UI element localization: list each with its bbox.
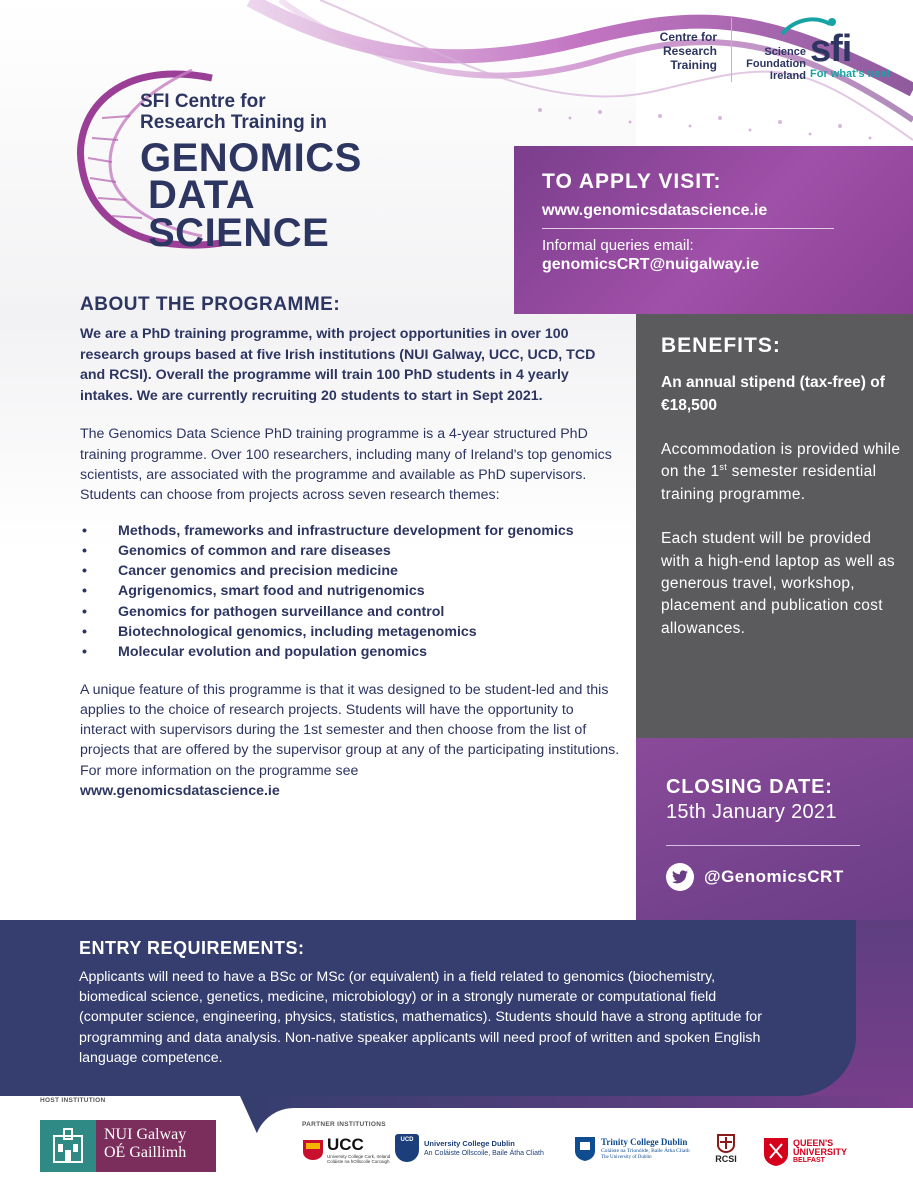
- sfi-tagline: For what's next: [810, 68, 891, 80]
- bullet: •: [82, 623, 87, 640]
- theme-text: Agrigenomics, smart food and nutrigenomics: [118, 583, 425, 600]
- theme-text: Molecular evolution and population genomics: [118, 643, 427, 660]
- bullet: •: [82, 543, 87, 560]
- list-item: [80, 622, 620, 642]
- tcd-subtitle: Coláiste na Tríonóide, Baile Átha Cliath: [601, 1148, 690, 1154]
- theme-text: Methods, frameworks and infrastructure development for genomics: [118, 523, 574, 540]
- rcsi-name: RCSI: [715, 1154, 737, 1164]
- logo-divider: [731, 18, 732, 82]
- benefits-title: BENEFITS:: [661, 334, 781, 357]
- list-item: [80, 581, 620, 601]
- sfi-logo: sfi: [810, 28, 852, 70]
- list-item: [80, 541, 620, 561]
- qub-name: UNIVERSITY: [793, 1147, 848, 1157]
- crt-label-line: Training: [670, 58, 717, 72]
- ucd-crest-icon: [395, 1134, 419, 1162]
- apply-content: [542, 170, 842, 274]
- bullet: •: [82, 603, 87, 620]
- sfi-name: [740, 46, 806, 82]
- rcsi-logo: [715, 1132, 737, 1164]
- tcd-logo: [574, 1136, 690, 1162]
- partner-institutions-label: PARTNER INSTITUTIONS: [302, 1121, 386, 1128]
- stipend-text: An annual stipend (tax-free) of €18,500: [661, 374, 885, 414]
- tcd-subtitle: The University of Dublin: [601, 1155, 652, 1160]
- queries-label: Informal queries email:: [542, 237, 694, 254]
- theme-text: Genomics for pathogen surveillance and control: [118, 603, 445, 620]
- programme-title-line1: GENOMICS: [140, 136, 362, 180]
- ucc-logo: [302, 1136, 390, 1164]
- about-paragraph: The Genomics Data Science PhD training programme is a 4-year structured PhD training programme. Over 100 researchers, including many of Ireland's top genomics scientists, are associated with the programme and available as PhD supervisors. Students can choose from projects across seven research themes:: [80, 426, 612, 503]
- about-lead: We are a PhD training programme, with project opportunities in over 100 research groups based at five Irish institutions (NUI Galway, UCC, UCD, TCD and RCSI). Overall the programme will train 100 PhD students in 4 yearly intakes. We are currently recruiting 20 students to start in Sept 2021.: [80, 326, 596, 404]
- closing-date: 15th January 2021: [666, 801, 837, 823]
- crt-label-line: Centre for: [659, 30, 717, 44]
- crt-label: [617, 30, 717, 72]
- ucd-crest-label: UCD: [400, 1137, 414, 1143]
- nuig-name-line: OÉ Gaillimh: [104, 1144, 187, 1161]
- closing-content: [666, 776, 906, 824]
- host-institution-label: HOST INSTITUTION: [40, 1097, 106, 1104]
- closing-panel: [636, 738, 913, 920]
- ucd-subtitle: An Coláiste Ollscoile, Baile Átha Cliath: [424, 1149, 544, 1157]
- ucc-subtitle: Coláiste na hOllscoile Corcaigh: [327, 1159, 390, 1164]
- tcd-name: Trinity College Dublin: [601, 1137, 688, 1147]
- list-item: [80, 521, 620, 541]
- theme-text: Genomics of common and rare diseases: [118, 543, 391, 560]
- benefits-content: [661, 334, 901, 640]
- ucd-logo: [395, 1134, 544, 1162]
- laptop-text: Each student will be provided with a high-end laptop as well as generous travel, workshop, placement and publication cost allowances.: [661, 530, 895, 637]
- crt-label-line: Research: [662, 44, 717, 58]
- theme-text: Cancer genomics and precision medicine: [118, 563, 398, 580]
- nuig-name-line: NUI Galway: [104, 1126, 187, 1143]
- twitter-handle: @GenomicsCRT: [704, 867, 844, 886]
- accommodation-text-part: semester residential training programme.: [661, 463, 877, 503]
- qub-logo: [763, 1137, 847, 1167]
- ucc-name: UCC: [327, 1135, 364, 1154]
- sfi-name-line: Science: [764, 46, 806, 58]
- qub-name: BELFAST: [793, 1157, 825, 1164]
- research-themes-list: [80, 521, 620, 662]
- ordinal-suffix: st: [719, 462, 728, 473]
- closing-divider: [666, 845, 860, 846]
- closing-title: CLOSING DATE:: [666, 776, 833, 798]
- accommodation-text-part: Accommodation is provided while on the 1: [661, 441, 901, 481]
- entry-content: [79, 938, 779, 1068]
- entry-title: ENTRY REQUIREMENTS:: [79, 938, 305, 958]
- sfi-name-line: Ireland: [769, 70, 806, 82]
- programme-title-line2: DATA SCIENCE: [148, 173, 330, 255]
- programme-website-link[interactable]: www.genomicsdatascience.ie: [80, 782, 280, 799]
- accommodation-text: [661, 439, 901, 506]
- theme-text: Biotechnological genomics, including metagenomics: [118, 623, 477, 640]
- about-paragraph-text: A unique feature of this programme is that it was designed to be student-led and this applies to the choice of research projects. Students will have the opportunity to interact with supervisors during the 1st semester and then choose from the list of projects that are offered by the supervisor group at any of the participating institutions. For more information on the programme see: [80, 681, 620, 779]
- twitter-link[interactable]: [666, 863, 844, 891]
- nuig-logo: [40, 1120, 216, 1172]
- rcsi-crest-icon: [715, 1132, 737, 1154]
- apply-title: TO APPLY VISIT:: [542, 170, 722, 193]
- about-paragraph: [80, 680, 620, 801]
- programme-logo: [140, 91, 440, 255]
- twitter-icon: [666, 863, 694, 891]
- sfi-name-line: Foundation: [746, 58, 806, 70]
- programme-subtitle-line1: SFI Centre for: [140, 91, 266, 112]
- list-item: [80, 602, 620, 622]
- nuig-crest-icon: [40, 1120, 96, 1172]
- programme-subtitle-line2: Research Training in: [140, 112, 327, 133]
- bullet: •: [82, 523, 87, 540]
- ucc-subtitle: University College Cork, Ireland: [327, 1154, 391, 1159]
- queries-email-link[interactable]: genomicsCRT@nuigalway.ie: [542, 256, 760, 273]
- ucc-crest-icon: [302, 1139, 324, 1161]
- apply-url-link[interactable]: www.genomicsdatascience.ie: [542, 202, 834, 229]
- qub-crest-icon: [763, 1137, 789, 1167]
- list-item: [80, 561, 620, 581]
- bullet: •: [82, 643, 87, 660]
- ucd-name: University College Dublin: [424, 1138, 515, 1148]
- list-item: [80, 642, 620, 662]
- entry-text: Applicants will need to have a BSc or MSc (or equivalent) in a field related to genomics (biochemistry, biomedical science, genetics, medicine, microbiology) or in a strongly numerate or computational field (computer science, engineering, physics, statistics, mathematics). Students should have a strong aptitude for programming and data analysis. Non-native speaker applicants will need proof of written and spoken English language competence.: [79, 969, 762, 1066]
- tcd-crest-icon: [574, 1136, 596, 1162]
- qub-name: QUEEN'S: [793, 1138, 834, 1148]
- about-title: ABOUT THE PROGRAMME:: [80, 294, 341, 315]
- bullet: •: [82, 563, 87, 580]
- bullet: •: [82, 583, 87, 600]
- nuig-name: [96, 1120, 216, 1172]
- about-section: [80, 294, 620, 801]
